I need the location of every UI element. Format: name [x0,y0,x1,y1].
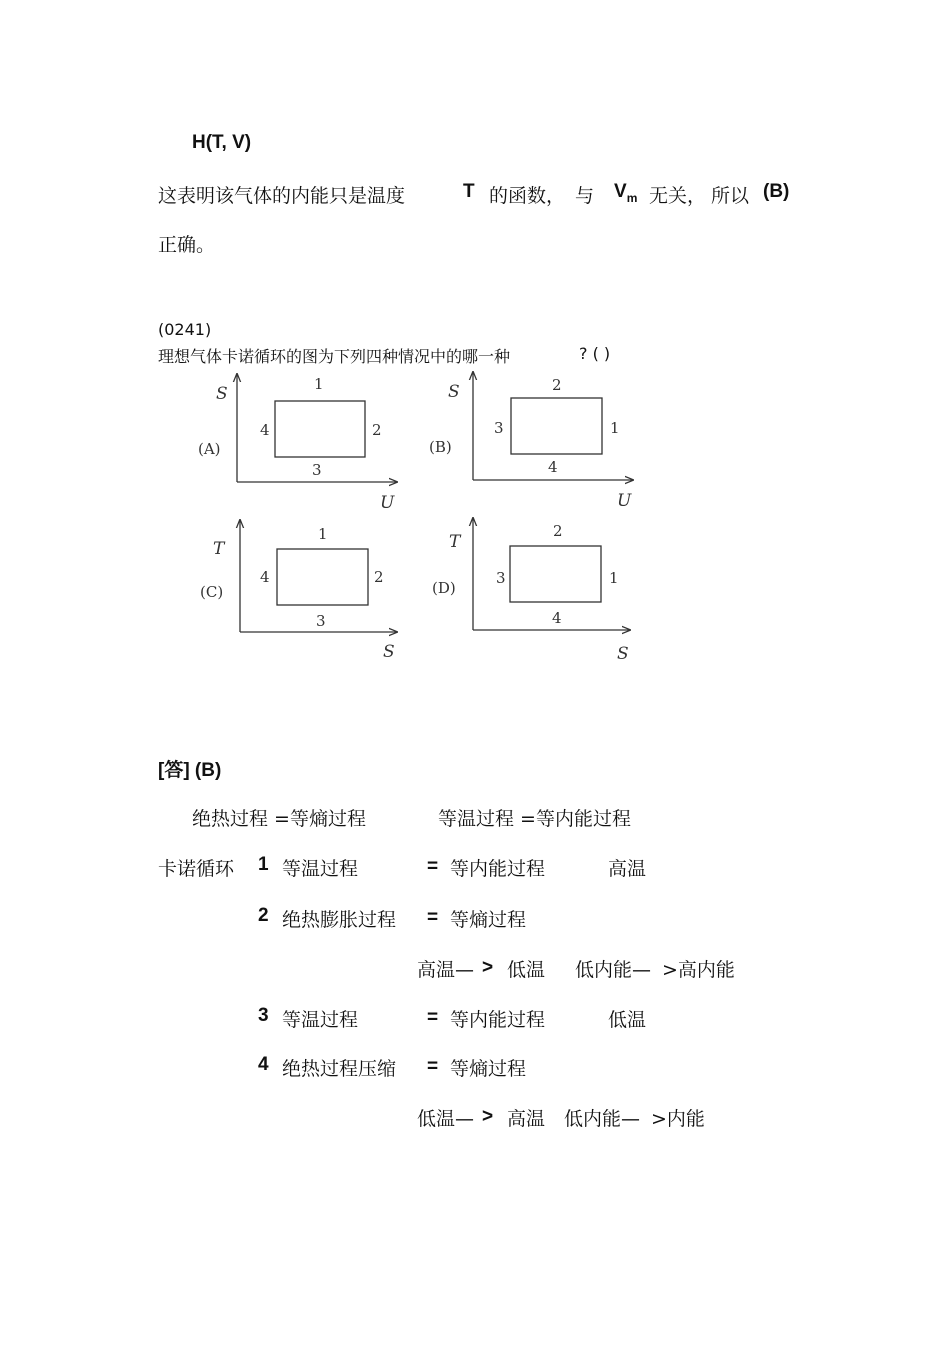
edge-right-a: 2 [372,421,382,439]
line1-postfix: 无关， [649,185,707,207]
edge-top-d: 2 [553,522,563,540]
cycle-rect-d [510,546,601,602]
edge-left-c: 4 [260,568,270,586]
line1-symbol-v: $V_m$ [614,181,638,205]
equivalence-adiabatic: 绝热过程 =等熵过程 [192,808,366,830]
step3-number: 3 [258,1005,269,1026]
step1-process: 等温过程 [282,858,359,880]
diagram-label-c: (C) [200,583,224,601]
question-id: (0241) [158,320,212,339]
step4-detail-arrow: > [482,1106,494,1127]
line1-subscript-m: m [626,190,638,205]
step2-process: 绝热膨胀过程 [282,909,397,931]
diagram-label-b: (B) [429,438,452,456]
cycle-rect-b [511,398,602,454]
diagram-label-d: (D) [432,579,456,597]
edge-top-b: 2 [552,376,562,394]
step4-result: 等熵过程 [450,1058,527,1080]
step2-detail-high-temp: 高温— [417,959,475,981]
step4-equals: = [427,1056,439,1077]
step3-process: 等温过程 [282,1009,359,1031]
y-axis-label-a: S [216,384,228,404]
step4-number: 4 [258,1054,269,1075]
step2-equals: = [427,907,439,928]
step3-temperature: 低温 [608,1009,647,1031]
diagram-b [429,372,633,511]
step4-detail-high-temp: 高温 [507,1108,546,1130]
edge-right-b: 1 [610,419,620,437]
line1-prefix: 这表明该气体的内能只是温度 [158,185,406,207]
edge-bottom-a: 3 [312,461,322,479]
carnot-label: 卡诺循环 [158,858,235,880]
edge-bottom-c: 3 [316,612,326,630]
step3-result: 等内能过程 [450,1009,546,1031]
edge-right-d: 1 [609,569,619,587]
edge-top-c: 1 [318,525,328,543]
step2-detail-low-temp: 低温 [507,959,546,981]
line1-answer-b: (B) [763,181,790,202]
cycle-rect-a [275,401,365,457]
x-axis-label-c: S [383,642,395,662]
step2-detail-low-energy: 低内能— [575,959,652,981]
step4-process: 绝热过程压缩 [282,1058,397,1080]
line1-yu: 与 [575,185,595,207]
edge-top-a: 1 [314,375,324,393]
diagram-c [200,520,397,662]
step2-result: 等熵过程 [450,909,527,931]
step1-equals: = [427,856,439,877]
step4-detail-energy: >内能 [651,1108,705,1130]
x-axis-label-d: S [617,644,629,664]
question-tail: ? ( ) [579,344,611,363]
diagram-d [432,518,630,664]
diagram-a [198,374,397,513]
step2-number: 2 [258,905,269,926]
question-text: 理想气体卡诺循环的图为下列四种情况中的哪一种 [158,347,511,366]
cycle-rect-c [277,549,368,605]
step3-equals: = [427,1007,439,1028]
edge-bottom-b: 4 [548,458,558,476]
line1-middle: 的函数， [489,185,566,207]
line1-symbol-t: T [463,181,475,202]
step1-result: 等内能过程 [450,858,546,880]
step2-detail-arrow: > [482,957,494,978]
formula-h-t-v: H(T, V) [192,132,252,153]
line2-text: 正确。 [158,234,216,256]
line1-suoyi: 所以 [711,185,750,207]
step4-detail-low-energy: 低内能— [564,1108,641,1130]
equivalence-isothermal: 等温过程 =等内能过程 [438,808,631,830]
step1-temperature: 高温 [608,858,647,880]
y-axis-label-d: T [449,532,461,552]
diagram-label-a: (A) [198,440,221,458]
answer-heading: [答] (B) [158,760,222,781]
edge-left-b: 3 [494,419,504,437]
edge-left-a: 4 [260,421,270,439]
y-axis-label-b: S [448,382,460,402]
edge-bottom-d: 4 [552,609,562,627]
edge-right-c: 2 [374,568,384,586]
step1-number: 1 [258,854,269,875]
edge-left-d: 3 [496,569,506,587]
x-axis-label-a: U [380,493,395,513]
step4-detail-low-temp: 低温— [417,1108,475,1130]
step2-detail-high-energy: >高内能 [662,959,735,981]
carnot-diagrams [180,360,680,670]
x-axis-label-b: U [617,491,632,511]
y-axis-label-c: T [213,539,225,559]
